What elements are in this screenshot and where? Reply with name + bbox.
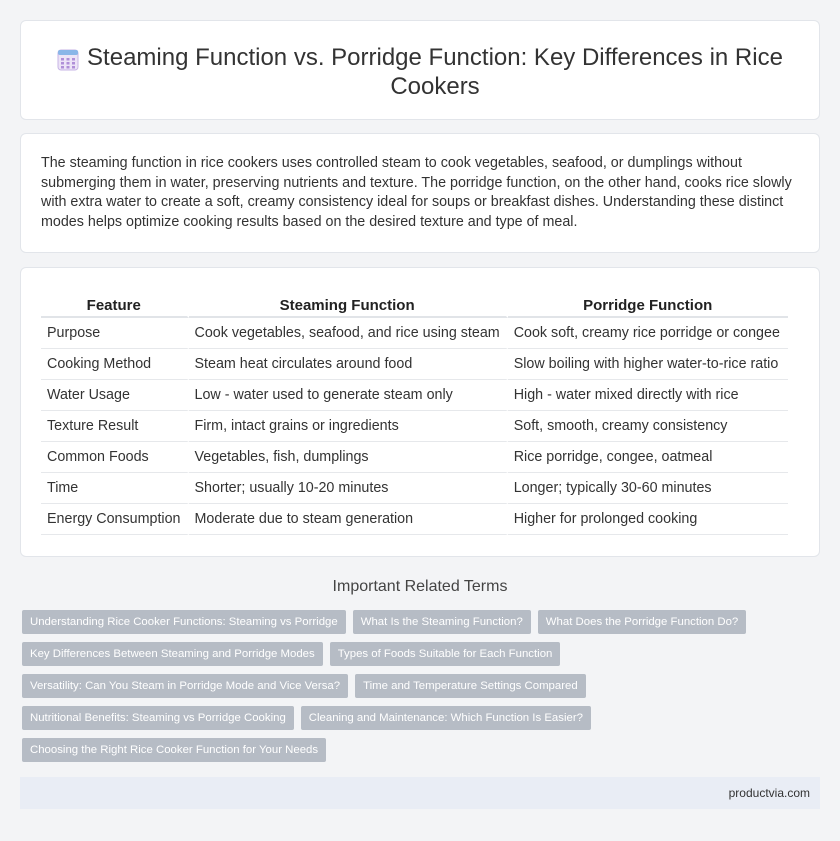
footer-bar bbox=[20, 777, 820, 809]
table-row bbox=[41, 411, 788, 442]
table-cell: Texture Result bbox=[41, 411, 189, 442]
page-title: Steaming Function vs. Porridge Function: Key Differences in Rice Cookers bbox=[87, 44, 783, 100]
tag-row bbox=[22, 642, 802, 666]
table-cell: Time bbox=[41, 473, 189, 504]
related-terms-heading: Important Related Terms bbox=[332, 578, 508, 595]
table-cell: Longer; typically 30-60 minutes bbox=[508, 473, 788, 504]
tag-row bbox=[22, 610, 802, 634]
table-cell: Water Usage bbox=[41, 380, 189, 411]
table-cell: Purpose bbox=[41, 318, 189, 349]
related-term-tag[interactable]: Time and Temperature Settings Compared bbox=[355, 674, 586, 698]
related-term-tag[interactable]: Cleaning and Maintenance: Which Function Is Easier? bbox=[301, 706, 591, 730]
table-cell: Cook vegetables, seafood, and rice using steam bbox=[189, 318, 508, 349]
table-cell: Vegetables, fish, dumplings bbox=[189, 442, 508, 473]
table-cell: Common Foods bbox=[41, 442, 189, 473]
related-terms-list bbox=[22, 610, 802, 770]
footer-site-name[interactable]: productvia.com bbox=[728, 786, 810, 800]
table-cell: Cooking Method bbox=[41, 349, 189, 380]
table-row bbox=[41, 442, 788, 473]
comparison-table-card bbox=[20, 267, 820, 557]
related-term-tag[interactable]: What Is the Steaming Function? bbox=[353, 610, 531, 634]
table-cell: Moderate due to steam generation bbox=[189, 504, 508, 535]
table-cell: Rice porridge, congee, oatmeal bbox=[508, 442, 788, 473]
related-term-tag[interactable]: Versatility: Can You Steam in Porridge Mode and Vice Versa? bbox=[22, 674, 348, 698]
table-row bbox=[41, 504, 788, 535]
header-steaming: Steaming Function bbox=[189, 294, 508, 318]
table-cell: Shorter; usually 10-20 minutes bbox=[189, 473, 508, 504]
table-cell: Slow boiling with higher water-to-rice ratio bbox=[508, 349, 788, 380]
comparison-table bbox=[41, 294, 788, 535]
table-cell: High - water mixed directly with rice bbox=[508, 380, 788, 411]
table-cell: Energy Consumption bbox=[41, 504, 189, 535]
tag-row bbox=[22, 706, 802, 730]
table-cell: Soft, smooth, creamy consistency bbox=[508, 411, 788, 442]
table-cell: Steam heat circulates around food bbox=[189, 349, 508, 380]
table-row bbox=[41, 349, 788, 380]
intro-card bbox=[20, 133, 820, 253]
table-cell: Higher for prolonged cooking bbox=[508, 504, 788, 535]
table-row bbox=[41, 380, 788, 411]
header-feature: Feature bbox=[41, 294, 189, 318]
related-term-tag[interactable]: Choosing the Right Rice Cooker Function for Your Needs bbox=[22, 738, 326, 762]
table-row bbox=[41, 318, 788, 349]
table-header-row bbox=[41, 294, 788, 318]
related-term-tag[interactable]: Nutritional Benefits: Steaming vs Porridge Cooking bbox=[22, 706, 294, 730]
related-term-tag[interactable]: Understanding Rice Cooker Functions: Steaming vs Porridge bbox=[22, 610, 346, 634]
related-term-tag[interactable]: Types of Foods Suitable for Each Function bbox=[330, 642, 561, 666]
table-cell: Firm, intact grains or ingredients bbox=[189, 411, 508, 442]
table-row bbox=[41, 473, 788, 504]
table-cell: Cook soft, creamy rice porridge or congee bbox=[508, 318, 788, 349]
intro-paragraph: The steaming function in rice cookers uses controlled steam to cook vegetables, seafood, or dumplings without submerging them in water, preserving nutrients and texture. The porridge function, on the other hand, cooks rice slowly with extra water to create a soft, creamy consistency ideal for soups or breakfast dishes. Understanding these distinct modes helps optimize cooking results based on the desired texture and type of meal. bbox=[41, 155, 792, 230]
related-term-tag[interactable]: What Does the Porridge Function Do? bbox=[538, 610, 746, 634]
table-cell: Low - water used to generate steam only bbox=[189, 380, 508, 411]
header-porridge: Porridge Function bbox=[508, 294, 788, 318]
tag-row bbox=[22, 738, 802, 762]
tag-row bbox=[22, 674, 802, 698]
related-term-tag[interactable]: Key Differences Between Steaming and Porridge Modes bbox=[22, 642, 323, 666]
header-card bbox=[20, 20, 820, 120]
